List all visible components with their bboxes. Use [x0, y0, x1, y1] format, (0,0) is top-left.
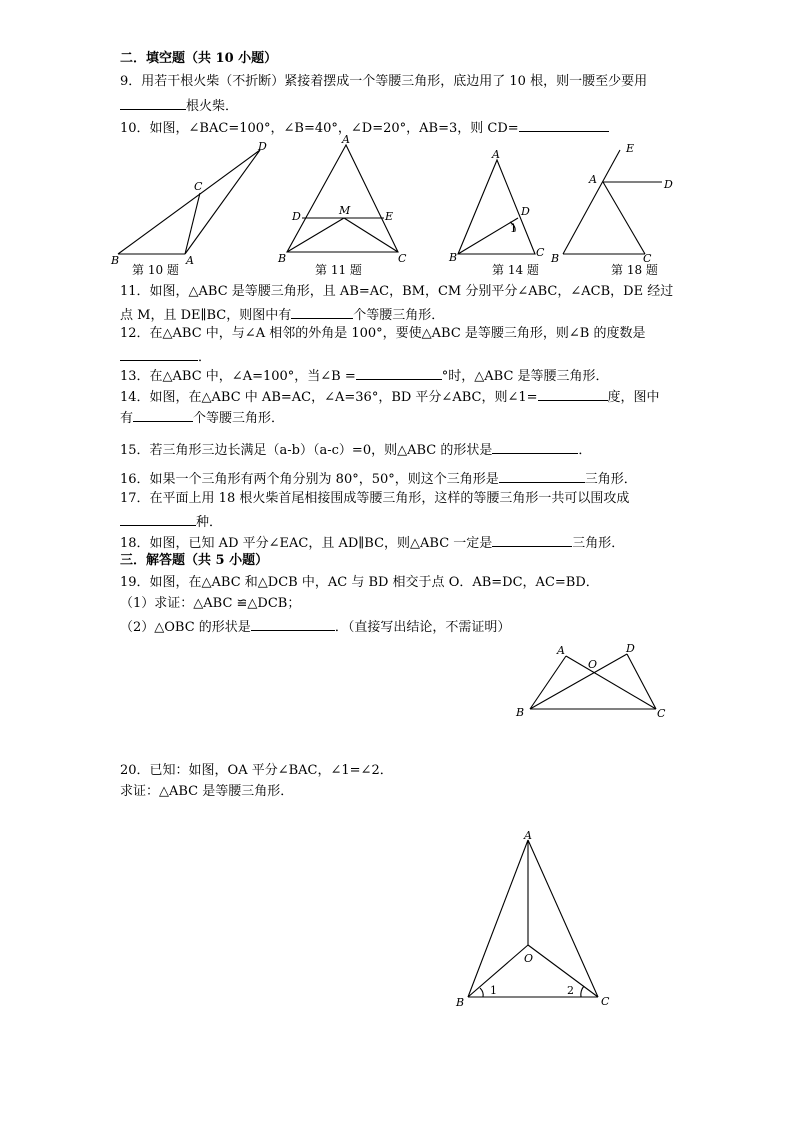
fig11-label-B: B: [278, 252, 287, 265]
caption-figure-10: 第 10 题: [132, 263, 179, 277]
question-13: 13．在△ABC 中，∠A=100°，当∠B = °时，△ABC 是等腰三角形．: [120, 365, 609, 386]
answer-blank[interactable]: [492, 532, 572, 547]
figure-20: [468, 840, 598, 997]
answer-blank[interactable]: [291, 304, 353, 319]
answer-blank[interactable]: [538, 386, 608, 401]
fig10-label-B: B: [111, 254, 120, 267]
fig18-label-E: E: [626, 142, 635, 155]
question-9-line1: 9．用若干根火柴（不折断）紧接着摆成一个等腰三角形，底边用了 10 根，则一腰至少要用: [120, 74, 648, 89]
fig19-label-C: C: [657, 707, 666, 720]
answer-blank[interactable]: [492, 439, 578, 454]
fig19-label-A: A: [557, 644, 565, 657]
fig20-label-B: B: [456, 996, 465, 1009]
fig20-label-C: C: [601, 995, 610, 1008]
question-16: 16．如果一个三角形有两个角分别为 80°，50°，则这个三角形是 三角形．: [120, 468, 637, 489]
fig14-label-1: 1: [510, 222, 517, 235]
answer-blank[interactable]: [499, 468, 585, 483]
fig18-label-A: A: [589, 173, 597, 186]
fig14-label-C: C: [536, 246, 545, 259]
question-19-part1: （1）求证：△ABC ≌△DCB；: [120, 596, 301, 611]
answer-blank[interactable]: [120, 511, 196, 526]
question-18: 18．如图，已知 AD 平分∠EAC，且 AD∥BC，则△ABC 一定是 三角形．: [120, 532, 624, 553]
question-20-line1: 20．已知：如图，OA 平分∠BAC，∠1=∠2．: [120, 763, 393, 778]
question-11-line2: 点 M，且 DE∥BC，则图中有 个等腰三角形．: [120, 304, 444, 325]
figure-18: [563, 150, 662, 254]
fig11-label-D: D: [292, 210, 301, 223]
fig10-label-D: D: [258, 140, 267, 153]
fig11-label-E: E: [385, 210, 394, 223]
section-3-heading: 三．解答题（共 5 小题）: [120, 553, 269, 568]
question-14-line2: 有 个等腰三角形．: [120, 407, 284, 428]
answer-blank[interactable]: [356, 365, 442, 380]
question-12-line2: ．: [120, 346, 211, 367]
fig19-label-D: D: [626, 642, 635, 655]
fig20-label-1: 1: [490, 984, 497, 997]
question-10: 10．如图，∠BAC=100°，∠B=40°，∠D=20°，AB=3，则 CD=: [120, 117, 609, 138]
fig14-label-A: A: [492, 148, 500, 161]
question-11-line1: 11．如图，△ABC 是等腰三角形，且 AB=AC，BM，CM 分别平分∠ABC，∠ACB，DE 经过: [120, 284, 674, 299]
question-14-line1: 14．如图，在△ABC 中 AB=AC，∠A=36°，BD 平分∠ABC，则∠1= 度，图中: [120, 386, 660, 407]
answer-blank[interactable]: [251, 616, 335, 631]
caption-figure-14: 第 14 题: [492, 263, 539, 277]
section-2-heading: 二．填空题（共 10 小题）: [120, 51, 278, 66]
fig18-label-D: D: [664, 178, 673, 191]
caption-figure-11: 第 11 题: [315, 263, 362, 277]
question-20-line2: 求证：△ABC 是等腰三角形．: [120, 784, 294, 799]
fig14-label-B: B: [449, 251, 458, 264]
answer-blank[interactable]: [120, 346, 198, 361]
fig18-label-B: B: [551, 252, 560, 265]
question-19-stem: 19．如图，在△ABC 和△DCB 中，AC 与 BD 相交于点 O．AB=DC，AC=BD．: [120, 575, 599, 590]
fig19-label-B: B: [516, 706, 525, 719]
fig20-label-O: O: [524, 952, 534, 965]
caption-figure-18: 第 18 题: [611, 263, 658, 277]
question-12-line1: 12．在△ABC 中，与∠A 相邻的外角是 100°，要使△ABC 是等腰三角形，则∠B 的度数是: [120, 326, 646, 341]
fig11-label-M: M: [339, 204, 351, 217]
question-15: 15．若三角形三边长满足（a-b）（a-c）=0，则△ABC 的形状是 ．: [120, 439, 591, 460]
question-17-line1: 17．在平面上用 18 根火柴首尾相接围成等腰三角形，这样的等腰三角形一共可以围攻成: [120, 491, 630, 506]
fig18-label-C: C: [643, 252, 652, 265]
fig19-label-O: O: [588, 658, 598, 671]
question-9-line2: 根火柴．: [120, 95, 238, 116]
fig14-label-D: D: [521, 205, 530, 218]
fig11-label-C: C: [398, 252, 407, 265]
fig20-label-2: 2: [567, 984, 574, 997]
figure-11: [287, 145, 398, 252]
question-17-line2: 种．: [120, 511, 222, 532]
fig11-label-A: A: [342, 133, 350, 146]
question-19-part2: （2）△OBC 的形状是 ．（直接写出结论，不需证明）: [120, 616, 510, 637]
fig10-label-C: C: [194, 180, 203, 193]
answer-blank[interactable]: [133, 407, 193, 422]
fig20-label-A: A: [524, 829, 532, 842]
figure-10: [118, 150, 260, 254]
fig10-label-A: A: [186, 254, 194, 267]
